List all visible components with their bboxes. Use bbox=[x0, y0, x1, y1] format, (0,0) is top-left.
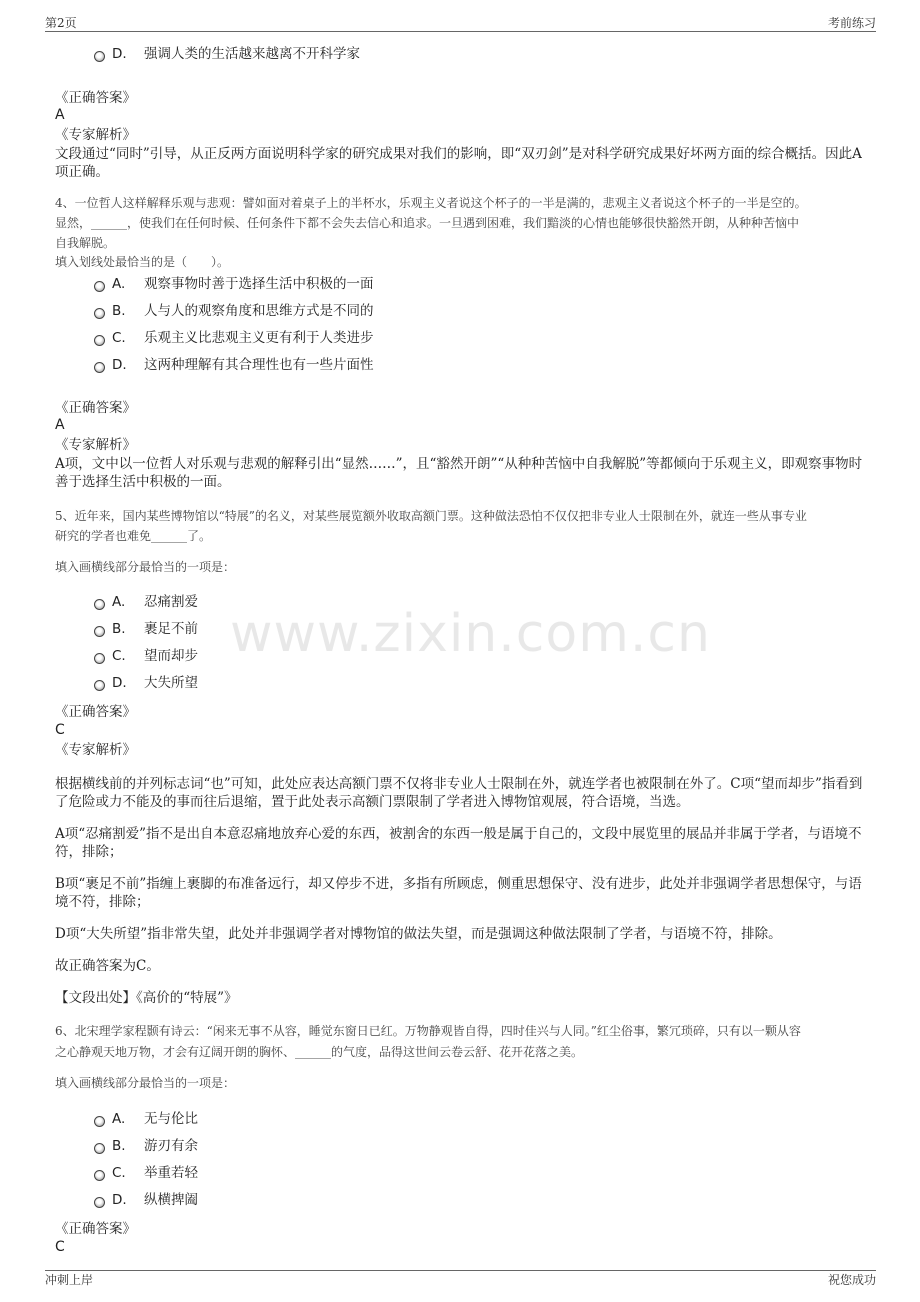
radio-icon[interactable] bbox=[94, 362, 105, 373]
radio-icon[interactable] bbox=[94, 626, 105, 637]
q4-answer: A bbox=[55, 417, 65, 433]
q4-stem-line-1: 4、一位哲人这样解释乐观与悲观：譬如面对着桌子上的半杯水，乐观主义者说这个杯子的一半是满的，悲观主义者说这个杯子的一半是空的。 bbox=[55, 196, 807, 210]
option-letter: C. bbox=[112, 1165, 126, 1181]
q5-stem-line-1: 5、近年来，国内某些博物馆以“特展”的名义，对某些展览额外收取高额门票。这种做法恐怕不仅仅把非专业人士限制在外，就连一些从事专业 bbox=[55, 509, 807, 523]
q6-stem-line-2: 之心静观天地万物，才会有辽阔开朗的胸怀、______的气度，品得这世间云卷云舒、花开花落之美。 bbox=[55, 1045, 584, 1059]
q5-analysis-heading: 《专家解析》 bbox=[55, 742, 136, 758]
option-letter: D. bbox=[112, 1192, 127, 1208]
q4-answer-heading: 《正确答案》 bbox=[55, 400, 136, 416]
q6-prompt: 填入画横线部分最恰当的一项是： bbox=[55, 1076, 236, 1090]
option-text: 乐观主义比悲观主义更有利于人类进步 bbox=[144, 330, 374, 346]
option-letter: B. bbox=[112, 1138, 126, 1154]
q3-analysis-heading: 《专家解析》 bbox=[55, 127, 136, 143]
radio-icon[interactable] bbox=[94, 1143, 105, 1154]
option-text: 人与人的观察角度和思维方式是不同的 bbox=[144, 303, 374, 319]
q3-analysis: 文段通过“同时”引导，从正反两方面说明科学家的研究成果对我们的影响，即“双刃剑”是对科学研究成果好坏两方面的综合概括。因此A项正确。 bbox=[55, 146, 862, 180]
radio-icon[interactable] bbox=[94, 599, 105, 610]
q5-answer-heading: 《正确答案》 bbox=[55, 704, 136, 720]
q4-prompt: 填入划线处最恰当的是（ ）。 bbox=[55, 255, 230, 269]
option-text: 举重若轻 bbox=[144, 1165, 198, 1181]
option-letter: D. bbox=[112, 46, 127, 62]
header-title: 考前练习 bbox=[827, 16, 876, 30]
option-letter: B. bbox=[112, 303, 126, 319]
option-letter: A. bbox=[112, 276, 126, 292]
page-header bbox=[45, 14, 876, 32]
option-text: 游刃有余 bbox=[144, 1138, 198, 1154]
q5-prompt: 填入画横线部分最恰当的一项是： bbox=[55, 560, 236, 574]
page-number: 第2页 bbox=[45, 16, 77, 30]
radio-icon[interactable] bbox=[94, 51, 105, 62]
radio-icon[interactable] bbox=[94, 335, 105, 346]
radio-icon[interactable] bbox=[94, 653, 105, 664]
option-text: 望而却步 bbox=[144, 648, 198, 664]
q6-answer: C bbox=[55, 1239, 65, 1255]
q6-answer-heading: 《正确答案》 bbox=[55, 1221, 136, 1237]
option-text: 裹足不前 bbox=[144, 621, 198, 637]
option-text: 强调人类的生活越来越离不开科学家 bbox=[144, 46, 360, 62]
radio-icon[interactable] bbox=[94, 281, 105, 292]
radio-icon[interactable] bbox=[94, 680, 105, 691]
q5-analysis-paragraph-4: D项“大失所望”指非常失望，此处并非强调学者对博物馆的做法失望，而是强调这种做法限制了学者，与语境不符，排除。 bbox=[55, 926, 782, 942]
option-letter: D. bbox=[112, 357, 127, 373]
option-text: 观察事物时善于选择生活中积极的一面 bbox=[144, 276, 374, 292]
q3-answer: A bbox=[55, 107, 65, 123]
q4-analysis-heading: 《专家解析》 bbox=[55, 437, 136, 453]
radio-icon[interactable] bbox=[94, 1116, 105, 1127]
q3-answer-heading: 《正确答案》 bbox=[55, 90, 136, 106]
q5-analysis-paragraph-5: 故正确答案为C。 bbox=[55, 958, 160, 974]
radio-icon[interactable] bbox=[94, 1170, 105, 1181]
option-letter: C. bbox=[112, 648, 126, 664]
option-letter: A. bbox=[112, 1111, 126, 1127]
option-letter: C. bbox=[112, 330, 126, 346]
q4-analysis: A项，文中以一位哲人对乐观与悲观的解释引出“显然……”，且“豁然开朗”“从种种苦恼中自我解脱”等都倾向于乐观主义，即观察事物时善于选择生活中积极的一面。 bbox=[55, 456, 863, 490]
radio-icon[interactable] bbox=[94, 1197, 105, 1208]
option-text: 纵横捭阖 bbox=[144, 1192, 198, 1208]
option-text: 大失所望 bbox=[144, 675, 198, 691]
option-letter: B. bbox=[112, 621, 126, 637]
q5-analysis-paragraph-2: A项“忍痛割爱”指不是出自本意忍痛地放弃心爱的东西，被割舍的东西一般是属于自己的，文段中展览里的展品并非属于学者，与语境不符，排除； bbox=[55, 826, 862, 860]
q5-source: 【文段出处】《高价的“特展”》 bbox=[55, 990, 238, 1006]
q4-stem-line-2: 显然，______，使我们在任何时候、任何条件下都不会失去信心和追求。一旦遇到困难，我们黯淡的心情也能够很快豁然开朗，从种种苦恼中 bbox=[55, 216, 800, 230]
footer-left-label: 冲刺上岸 bbox=[45, 1273, 94, 1287]
footer-right-label: 祝您成功 bbox=[827, 1273, 876, 1287]
option-text: 无与伦比 bbox=[144, 1111, 198, 1127]
option-letter: D. bbox=[112, 675, 127, 691]
footer-divider bbox=[45, 1270, 876, 1271]
watermark: www.zixin.com.cn bbox=[230, 604, 711, 664]
option-letter: A. bbox=[112, 594, 126, 610]
q4-stem-line-3: 自我解脱。 bbox=[55, 236, 116, 250]
q5-analysis-paragraph-1: 根据横线前的并列标志词“也”可知，此处应表达高额门票不仅将非专业人士限制在外，就连学者也被限制在外了。C项“望而却步”指看到了危险或力不能及的事而往后退缩，置于此处表示高额门票限制了学者进入博物馆观展，符合语境，当选。 bbox=[55, 776, 863, 810]
q5-analysis-paragraph-3: B项“裹足不前”指缠上裹脚的布准备远行，却又停步不进，多指有所顾虑，侧重思想保守、没有进步，此处并非强调学者思想保守，与语境不符，排除； bbox=[55, 876, 862, 910]
option-text: 这两种理解有其合理性也有一些片面性 bbox=[144, 357, 374, 373]
q5-answer: C bbox=[55, 722, 65, 738]
radio-icon[interactable] bbox=[94, 308, 105, 319]
header-divider bbox=[45, 31, 876, 32]
option-text: 忍痛割爱 bbox=[144, 594, 198, 610]
q6-stem-line-1: 6、北宋理学家程颢有诗云：“闲来无事不从容，睡觉东窗日已红。万物静观皆自得，四时佳兴与人同。”红尘俗事，繁冗琐碎，只有以一颗从容 bbox=[55, 1024, 801, 1038]
q5-stem-line-2: 研究的学者也难免______了。 bbox=[55, 529, 212, 543]
